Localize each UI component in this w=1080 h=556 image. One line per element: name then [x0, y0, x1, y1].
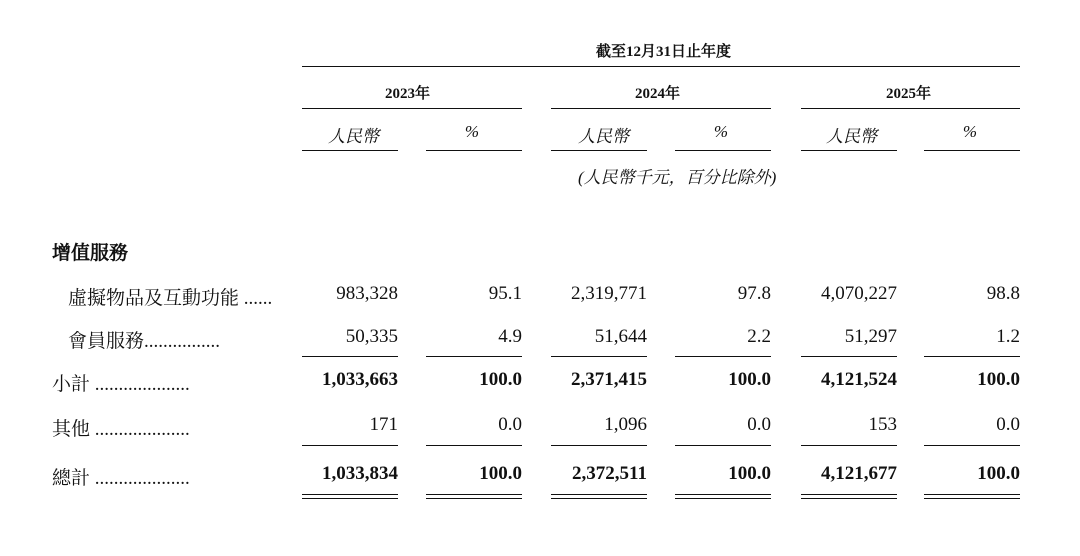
table-cell: 50,335 [345, 326, 398, 347]
table-cell: 95.1 [488, 283, 522, 304]
table-cell: 4,121,677 [821, 463, 897, 484]
year-2023-rule [302, 108, 522, 109]
table-cell: 0.0 [498, 414, 522, 435]
table-cell: 51,297 [844, 326, 897, 347]
table-cell: 2,319,771 [571, 283, 647, 304]
year-2023-header: 2023年 [385, 86, 431, 102]
table-cell: 1,033,663 [322, 369, 398, 390]
table-cell: 4.9 [498, 326, 522, 347]
unit-note: (人民幣千元，百分比除外) [578, 168, 777, 187]
table-cell: 1,033,834 [322, 463, 398, 484]
sub-rule-6 [924, 150, 1020, 151]
total-rule-4 [675, 445, 771, 446]
table-cell: 2,371,415 [571, 369, 647, 390]
table-cell: 983,328 [336, 283, 398, 304]
subtotal-rule-4 [675, 356, 771, 357]
subtotal-rule-5 [801, 356, 897, 357]
table-cell: 97.8 [737, 283, 771, 304]
table-cell: 4,121,524 [821, 369, 897, 390]
subtotal-rule-1 [302, 356, 398, 357]
row-label: 小計 .................... [52, 374, 190, 395]
year-2024-rule [551, 108, 771, 109]
grand-total-double-rule-1 [302, 494, 398, 499]
subtotal-rule-2 [426, 356, 522, 357]
table-cell: 0.0 [996, 414, 1020, 435]
total-rule-3 [551, 445, 647, 446]
table-cell: 100.0 [728, 369, 771, 390]
subtotal-rule-6 [924, 356, 1020, 357]
pct-2023: % [464, 122, 480, 141]
table-cell: 1,096 [604, 414, 647, 435]
table-cell: 4,070,227 [821, 283, 897, 304]
total-rule-5 [801, 445, 897, 446]
grand-total-double-rule-5 [801, 494, 897, 499]
table-cell: 153 [868, 414, 897, 435]
unit-2025: 人民幣 [826, 127, 877, 146]
table-cell: 171 [369, 414, 398, 435]
year-2024-header: 2024年 [635, 86, 681, 102]
table-cell: 0.0 [747, 414, 771, 435]
table-cell: 100.0 [728, 463, 771, 484]
table-cell: 51,644 [594, 326, 647, 347]
row-label: 其他 .................... [52, 419, 190, 440]
table-cell: 100.0 [977, 369, 1020, 390]
table-cell: 1.2 [996, 326, 1020, 347]
sub-rule-5 [801, 150, 897, 151]
grand-total-double-rule-6 [924, 494, 1020, 499]
row-label: 總計 .................... [52, 468, 190, 489]
subtotal-rule-3 [551, 356, 647, 357]
grand-total-double-rule-3 [551, 494, 647, 499]
sub-rule-3 [551, 150, 647, 151]
sub-rule-4 [675, 150, 771, 151]
unit-2024: 人民幣 [578, 127, 629, 146]
period-rule [302, 66, 1020, 67]
grand-total-double-rule-2 [426, 494, 522, 499]
section-title: 增值服務 [52, 242, 129, 264]
table-cell: 2,372,511 [572, 463, 647, 484]
table-cell: 98.8 [986, 283, 1020, 304]
row-label: 會員服務................ [68, 331, 221, 352]
total-rule-1 [302, 445, 398, 446]
pct-2025: % [962, 122, 978, 141]
year-2025-rule [801, 108, 1020, 109]
table-cell: 100.0 [479, 463, 522, 484]
table-cell: 2.2 [747, 326, 771, 347]
grand-total-double-rule-4 [675, 494, 771, 499]
total-rule-6 [924, 445, 1020, 446]
table-cell: 100.0 [977, 463, 1020, 484]
table-cell: 100.0 [479, 369, 522, 390]
period-header: 截至12月31日止年度 [596, 44, 732, 60]
unit-2023: 人民幣 [328, 127, 379, 146]
total-rule-2 [426, 445, 522, 446]
row-label: 虛擬物品及互動功能 ...... [68, 288, 273, 309]
sub-rule-2 [426, 150, 522, 151]
pct-2024: % [713, 122, 729, 141]
year-2025-header: 2025年 [886, 86, 932, 102]
sub-rule-1 [302, 150, 398, 151]
